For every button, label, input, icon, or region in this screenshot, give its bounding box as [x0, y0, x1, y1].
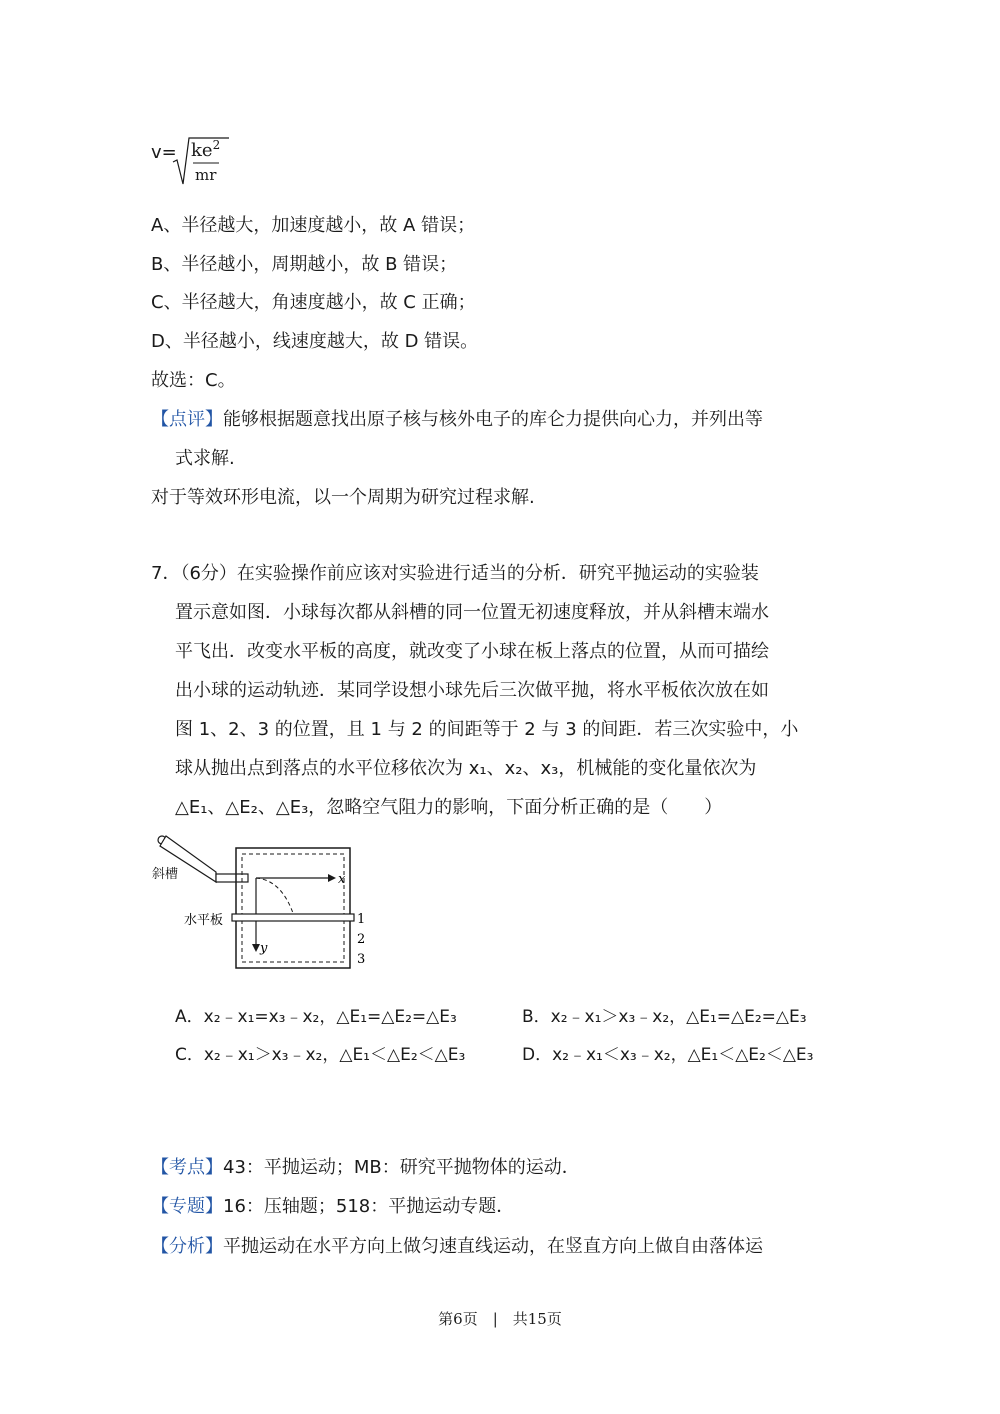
- trajectory: [256, 878, 294, 916]
- y-axis-label: y: [260, 941, 268, 956]
- chute-label: 斜槽: [152, 867, 179, 882]
- kaodian-tag: 【考点】: [151, 1157, 223, 1178]
- question-line-2: 置示意如图．小球每次都从斜槽的同一位置无初速度释放，并从斜槽末端水: [175, 602, 769, 623]
- fenxi-text: 平抛运动在水平方向上做匀速直线运动，在竖直方向上做自由落体运: [223, 1236, 763, 1257]
- kaodian-line: [151, 1156, 580, 1180]
- zhuanti-line: [151, 1195, 514, 1219]
- x-arrow-icon: [328, 874, 336, 882]
- chute-end: [216, 874, 248, 882]
- solution-line-a: A、半径越大，加速度越小，故 A 错误；: [151, 215, 476, 236]
- comment-text-1: 能够根据题意找出原子核与核外电子的库仑力提供向心力，并列出等: [223, 409, 763, 430]
- plate-label: 水平板: [184, 913, 224, 928]
- answer-line: 故选：C。: [151, 370, 236, 391]
- y-arrow-icon: [252, 944, 260, 952]
- comment-tag: 【点评】: [151, 409, 223, 430]
- horizontal-plate: [232, 914, 354, 921]
- apparatus-figure: [152, 832, 382, 972]
- kaodian-text: 43：平抛运动；MB：研究平抛物体的运动．: [223, 1157, 580, 1178]
- x-axis-label: x: [338, 872, 346, 887]
- formula-exponent: 2: [212, 138, 221, 152]
- position-3: 3: [357, 952, 366, 967]
- question-line-7: △E₁、△E₂、△E₃，忽略空气阻力的影响，下面分析正确的是（ ）: [175, 797, 723, 818]
- formula-numerator: $ke^2$: [191, 138, 221, 161]
- formula-denominator: mr: [195, 166, 217, 184]
- zhuanti-text: 16：压轴题；518：平抛运动专题．: [223, 1196, 515, 1217]
- solution-line-d: D、半径越小，线速度越大，故 D 错误。: [151, 331, 479, 352]
- option-c: C．x₂﹣x₁＞x₃﹣x₂，△E₁＜△E₂＜△E₃: [175, 1045, 466, 1065]
- option-b: B．x₂﹣x₁＞x₃﹣x₂，△E₁=△E₂=△E₃: [522, 1007, 807, 1027]
- fenxi-tag: 【分析】: [151, 1236, 223, 1257]
- comment-line-1: [151, 408, 763, 432]
- comment-line-2: 式求解.: [175, 448, 235, 469]
- question-line-4: 出小球的运动轨迹．某同学设想小球先后三次做平抛，将水平板依次放在如: [175, 680, 769, 701]
- comment-line-3: 对于等效环形电流，以一个周期为研究过程求解.: [151, 487, 535, 508]
- position-1: 1: [357, 912, 366, 927]
- page-footer: 第6页 | 共15页: [438, 1310, 562, 1328]
- question-line-5: 图 1、2、3 的位置，且 1 与 2 的间距等于 2 与 3 的间距．若三次实验中，小: [175, 719, 799, 740]
- formula-lhs: v=: [151, 142, 177, 163]
- board-frame: [236, 848, 350, 968]
- position-2: 2: [357, 932, 366, 947]
- option-d: D．x₂﹣x₁＜x₃﹣x₂，△E₁＜△E₂＜△E₃: [522, 1045, 814, 1065]
- question-line-3: 平飞出．改变水平板的高度，就改变了小球在板上落点的位置，从而可描绘: [175, 641, 769, 662]
- zhuanti-tag: 【专题】: [151, 1196, 223, 1217]
- question-line-6: 球从抛出点到落点的水平位移依次为 x₁、x₂、x₃，机械能的变化量依次为: [175, 758, 757, 779]
- question-line-1: 7．（6分）在实验操作前应该对实验进行适当的分析．研究平抛运动的实验装: [151, 563, 759, 584]
- fenxi-line: [151, 1235, 763, 1259]
- solution-line-c: C、半径越大，角速度越小，故 C 正确；: [151, 292, 476, 313]
- solution-line-b: B、半径越小，周期越小，故 B 错误；: [151, 254, 458, 275]
- option-a: A．x₂﹣x₁=x₃﹣x₂，△E₁=△E₂=△E₃: [175, 1007, 457, 1027]
